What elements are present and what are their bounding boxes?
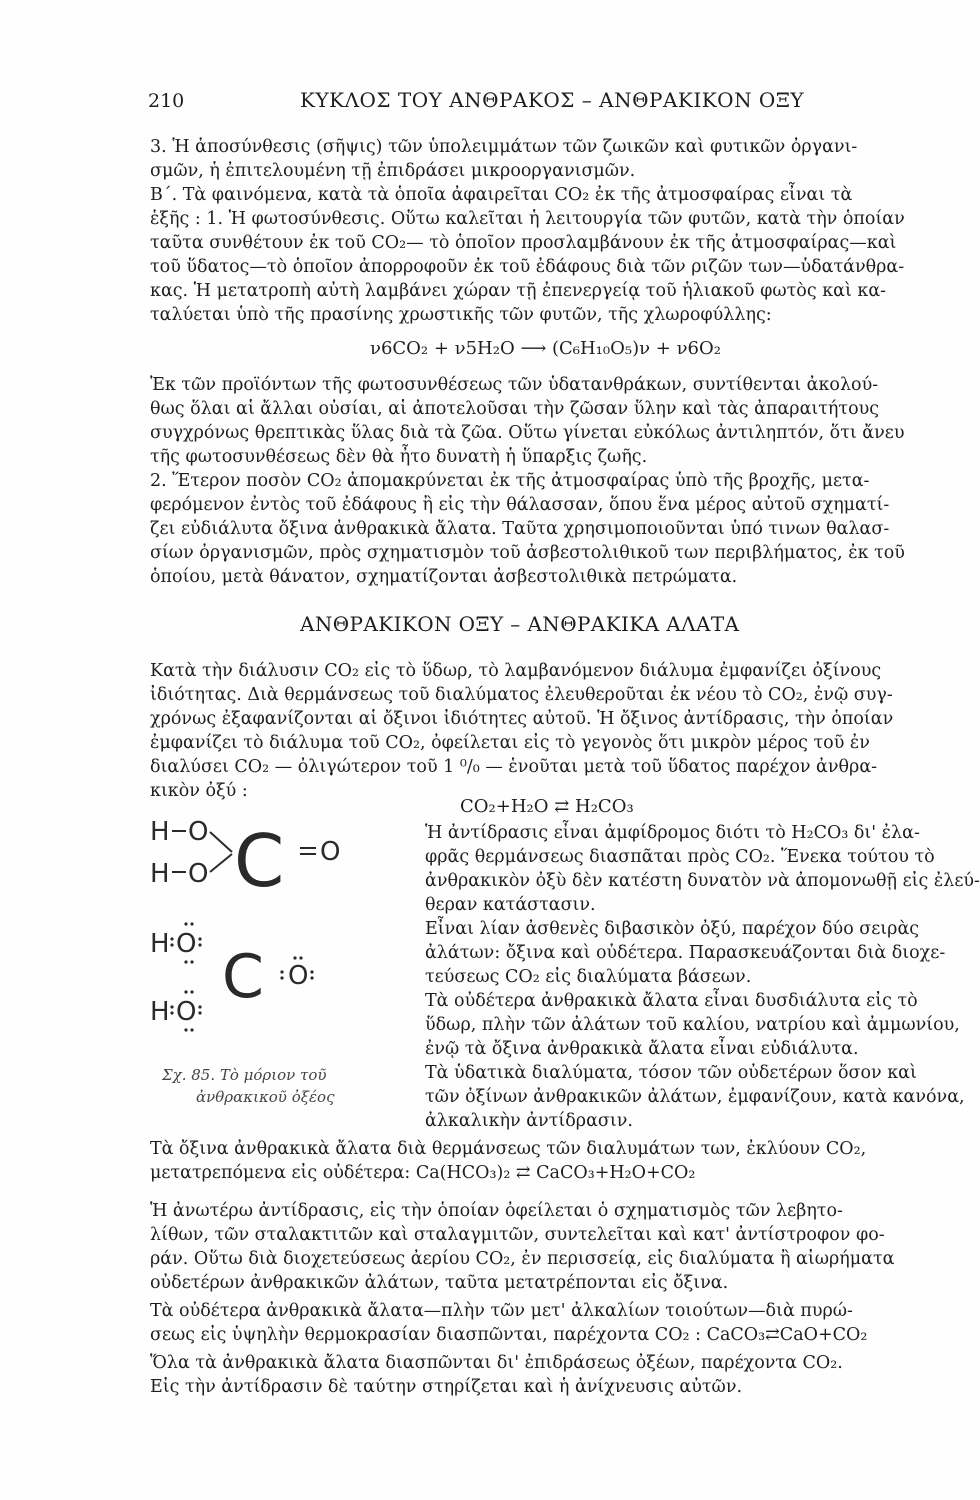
text-line: ἰδιότητας. Διὰ θερμάνσεως τοῦ διαλύματος ἐλευθεροῦται ἐκ νέου τὸ CO₂, ἐνῷ συγ-: [150, 685, 893, 705]
text-line: Ὅλα τὰ ἀνθρακικὰ ἄλατα διασπῶνται δι' ἐπιδράσεως ὀξέων, παρέχοντα CO₂.: [150, 1353, 843, 1373]
text-line: Κατὰ τὴν διάλυσιν CO₂ εἰς τὸ ὕδωρ, τὸ λαμβανόμενον διάλυμα ἐμφανίζει ὀξίνους: [150, 661, 882, 681]
page-header: [148, 86, 848, 120]
text-line: Τὰ ὑδατικὰ διαλύματα, τόσον τῶν οὐδετέρων ὅσον καὶ: [425, 1063, 917, 1083]
text-line: ὕδωρ, πλὴν τῶν ἀλάτων τοῦ καλίου, νατρίου καὶ ἀμμωνίου,: [425, 1015, 960, 1035]
dot-o-atom: O: [176, 929, 197, 959]
text-line: ταλύεται ὑπὸ τῆς πρασίνης χρωστικῆς τῶν φυτῶν, τῆς χλωροφύλλης:: [150, 305, 772, 325]
text-line: Ἡ ἀνωτέρω ἀντίδρασις, εἰς τὴν ὁποίαν ὀφείλεται ὁ σχηματισμὸς τῶν λεβητο-: [150, 1201, 843, 1221]
text-line: ἀλκαλικὴν ἀντίδρασιν.: [425, 1111, 633, 1131]
text-line: ἀλάτων: ὄξινα καὶ οὐδέτερα. Παρασκευάζονται διὰ διοχε-: [425, 943, 946, 963]
figure-caption: ἀνθρακικοῦ ὀξέος: [196, 1088, 335, 1106]
text-line: σίων ὀργανισμῶν, πρὸς σχηματισμὸν τοῦ ἀσβεστολιθικοῦ των περιβλήματος, ἐκ τοῦ: [150, 543, 905, 563]
o-atom: O: [320, 837, 341, 867]
text-line: Β΄. Τὰ φαινόμενα, κατὰ τὰ ὁποῖα ἀφαιρεῖται CO₂ ἐκ τῆς ἀτμοσφαίρας εἶναι τὰ: [150, 185, 853, 205]
text-line: Τὰ οὐδέτερα ἀνθρακικὰ ἄλατα εἶναι δυσδιάλυτα εἰς τὸ: [425, 991, 918, 1011]
text-line: ἑξῆς : 1. Ἡ φωτοσύνθεσις. Οὕτω καλεῖται ἡ λειτουργία τῶν φυτῶν, κατὰ τὴν ὁποίαν: [150, 209, 905, 229]
o-atom: O: [188, 817, 209, 847]
text-line: τῆς φωτοσυνθέσεως δὲν θὰ ἦτο δυνατὴ ἡ ὕπαρξις ζωῆς.: [150, 447, 648, 467]
text-line: μετατρεπόμενα εἰς οὐδέτερα: Ca(HCO₃)₂ ⇄ CaCO₃+H₂O+CO₂: [150, 1163, 696, 1183]
text-line: Ἐκ τῶν προϊόντων τῆς φωτοσυνθέσεως τῶν ὑδατανθράκων, συντίθενται ἀκολού-: [150, 375, 879, 395]
text-line: ἐνῷ τὰ ὄξινα ἀνθρακικὰ ἄλατα εἶναι εὐδιάλυτα.: [425, 1039, 859, 1059]
text-line: χρόνως ἐξαφανίζονται αἱ ὄξινοι ἰδιότητες αὐτοῦ. Ἡ ὄξινος ἀντίδρασις, τὴν ὁποίαν: [150, 709, 894, 729]
text-line: 3. Ἡ ἀποσύνθεσις (σῆψις) τῶν ὑπολειμμάτων τῶν ζωικῶν καὶ φυτικῶν ὀργανι-: [150, 137, 858, 157]
text-line: φρᾶς θερμάνσεως διασπᾶται πρὸς CO₂. Ἕνεκα τούτου τὸ: [425, 847, 935, 867]
page-number: 210: [148, 90, 185, 112]
equation-carbonic-acid: CO₂+H₂O ⇄ H₂CO₃: [460, 796, 634, 817]
text-line: κικὸν ὀξύ :: [150, 781, 248, 801]
c-atom: C: [234, 819, 285, 903]
text-line: συγχρόνως θρεπτικὰς ὕλας διὰ τὰ ζῶα. Οὕτω γίνεται εὐκόλως ἀντιληπτόν, ὅτι ἄνευ: [150, 423, 905, 443]
text-line: κας. Ἡ μετατροπὴ αὐτὴ λαμβάνει χώραν τῇ ἐπενεργείᾳ τοῦ ἡλιακοῦ φωτὸς καὶ κα-: [150, 281, 887, 301]
dot-h-atom: H: [150, 997, 170, 1027]
text-line: σμῶν, ἡ ἐπιτελουμένη τῇ ἐπιδράσει μικροοργανισμῶν.: [150, 161, 636, 181]
text-line: ὁποίου, μετὰ θάνατον, σχηματίζονται ἀσβεστολιθικὰ πετρώματα.: [150, 567, 738, 587]
text-line: Τὰ ὄξινα ἀνθρακικὰ ἄλατα διὰ θερμάνσεως τῶν διαλυμάτων των, ἐκλύουν CO₂,: [150, 1139, 867, 1159]
text-line: ζει εὐδιάλυτα ὄξινα ἀνθρακικὰ ἄλατα. Ταῦτα χρησιμοποιοῦνται ὑπό τινων θαλασ-: [150, 519, 890, 539]
equation-photosynthesis: ν6CO₂ + ν5H₂O ⟶ (C₆H₁₀O₅)ν + ν6O₂: [370, 338, 721, 359]
running-title: ΚΥΚΛΟΣ ΤΟΥ ΑΝΘΡΑΚΟΣ – ΑΝΘΡΑΚΙΚΟΝ ΟΞΥ: [300, 88, 805, 112]
text-line: διαλύσει CO₂ — ὀλιγώτερον τοῦ 1 ⁰/₀ — ἑνοῦται μετὰ τοῦ ὕδατος παρέχον ἀνθρα-: [150, 757, 878, 777]
text-line: ταῦτα συνθέτουν ἐκ τοῦ CO₂— τὸ ὁποῖον προσλαμβάνουν ἐκ τῆς ἀτμοσφαίρας—καὶ: [150, 233, 897, 253]
dot-o-atom: O: [176, 997, 197, 1027]
text-line: Εἰς τὴν ἀντίδρασιν δὲ ταύτην στηρίζεται καὶ ἡ ἀνίχνευσις αὐτῶν.: [150, 1377, 743, 1397]
dot-h-atom: H: [150, 929, 170, 959]
text-line: ἀνθρακικὸν ὀξὺ δὲν κατέστη δυνατὸν νὰ ἀπομονωθῇ εἰς ἐλεύ-: [425, 871, 980, 891]
text-line: θεραν κατάστασιν.: [425, 895, 596, 915]
text-line: Τὰ οὐδέτερα ἀνθρακικὰ ἄλατα—πλὴν τῶν μετ' ἀλκαλίων τοιούτων—διὰ πυρώ-: [150, 1301, 853, 1321]
h-atom: H: [150, 859, 170, 889]
text-line: Ἡ ἀντίδρασις εἶναι ἀμφίδρομος διότι τὸ H₂CO₃ δι' ἐλα-: [425, 823, 920, 843]
figure-caption: Σχ. 85. Τὸ μόριον τοῦ: [162, 1066, 327, 1084]
text-line: 2. Ἕτερον ποσὸν CO₂ ἀπομακρύνεται ἐκ τῆς ἀτμοσφαίρας ὑπὸ τῆς βροχῆς, μετα-: [150, 471, 870, 491]
h-atom: H: [150, 817, 170, 847]
text-line: τῶν ὀξίνων ἀνθρακικῶν ἀλάτων, ἐμφανίζουν, κατὰ κανόνα,: [425, 1087, 965, 1107]
text-line: ἐμφανίζει τὸ διάλυμα τοῦ CO₂, ὀφείλεται εἰς τὸ γεγονὸς ὅτι μικρὸν μέρος τοῦ ἐν: [150, 733, 870, 753]
dot-o-atom: O: [288, 961, 309, 991]
o-atom: O: [188, 859, 209, 889]
dot-c-atom: C: [222, 942, 264, 1012]
text-line: τεύσεως CO₂ εἰς διαλύματα βάσεων.: [425, 967, 752, 987]
text-line: τοῦ ὕδατος—τὸ ὁποῖον ἀπορροφοῦν ἐκ τοῦ ἐδάφους διὰ τῶν ριζῶν των—ὑδατάνθρα-: [150, 257, 905, 277]
text-line: θως ὅλαι αἱ ἄλλαι οὐσίαι, αἱ ἀποτελοῦσαι τὴν ζῶσαν ὕλην καὶ τὰς ἀπαραιτήτους: [150, 399, 880, 419]
text-line: φερόμενον ἐντὸς τοῦ ἐδάφους ἢ εἰς τὴν θάλασσαν, ὅπου ἕνα μέρος αὐτοῦ σχηματί-: [150, 495, 890, 515]
text-line: Εἶναι λίαν ἀσθενὲς διβασικὸν ὀξύ, παρέχον δύο σειρὰς: [425, 919, 920, 939]
text-line: οὐδετέρων ἀνθρακικῶν ἀλάτων, ταῦτα μετατρέπονται εἰς ὄξινα.: [150, 1273, 729, 1293]
text-line: ράν. Οὕτω διὰ διοχετεύσεως ἀερίου CO₂, ἐν περισσείᾳ, εἰς διαλύματα ἢ αἰωρήματα: [150, 1249, 895, 1269]
section-title: ΑΝΘΡΑΚΙΚΟΝ ΟΞΥ – ΑΝΘΡΑΚΙΚΑ ΑΛΑΤΑ: [300, 612, 740, 636]
text-line: σεως εἰς ὑψηλὴν θερμοκρασίαν διασπῶνται, παρέχοντα CO₂ : CaCO₃⇄CaO+CO₂: [150, 1325, 868, 1345]
text-line: λίθων, τῶν σταλακτιτῶν καὶ σταλαγμιτῶν, συντελεῖται καὶ κατ' ἀντίστροφον φο-: [150, 1225, 885, 1245]
